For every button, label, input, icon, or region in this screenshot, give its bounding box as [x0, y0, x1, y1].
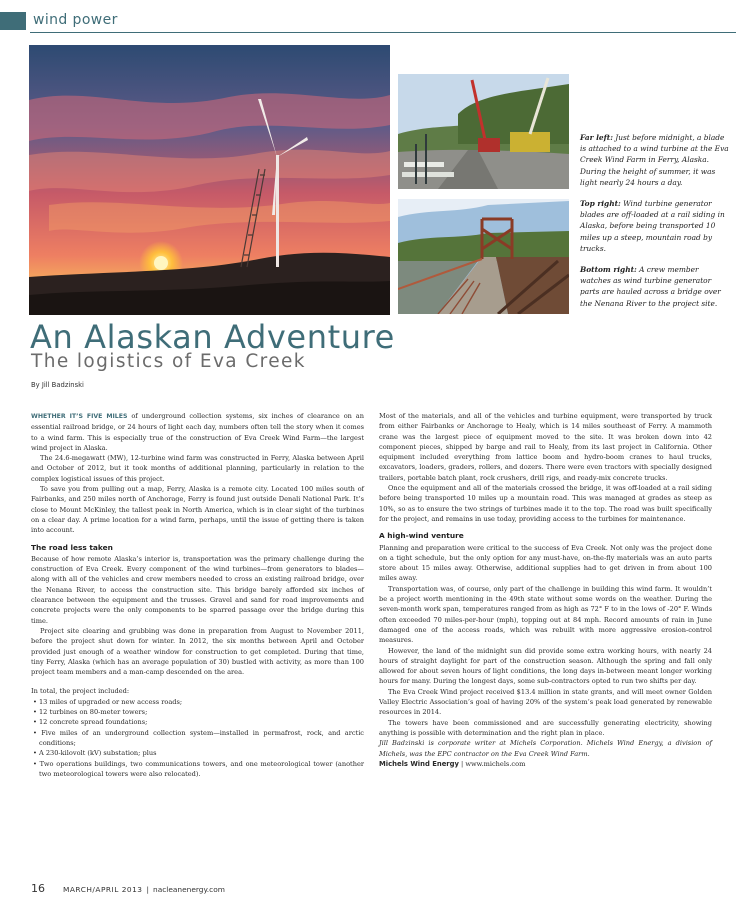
paragraph: Planning and preparation were critical to the success of Eva Creek. Not only was the project done on a tight schedule, but the only option for any must-have, on-the-fly materials was an auto parts store about 15 miles away. Otherwise, additional supplies had to get driven in from about 100 miles away. — [379, 543, 712, 583]
photo-sunset-turbine — [29, 45, 390, 315]
photo-nenana-bridge — [398, 199, 569, 314]
company-url-link[interactable]: www.michels.com — [465, 759, 526, 768]
article-byline: By Jill Badzinski — [31, 381, 84, 389]
list-item: • 12 concrete spread foundations; — [33, 718, 148, 727]
paragraph: Transportation was, of course, only part of the challenge in building this wind farm. It wouldn’t be a project worth mentioning in the 49th state without some words on the weather. During the seven-month work span, temperatures ranged from as high as 72° F to in the lows of -20° F. Winds often exceeded 70 miles-per-hour (mph), topping out at 84 mph. Record amounts of rain in June damaged one of the access roads, which was rebuilt with more aggressive erosion-control measures. — [379, 584, 712, 645]
paragraph: The towers have been commissioned and are successfully generating electricity, showing anything is possible with determination and the right plan in place. — [379, 718, 712, 737]
company-name: Michels Wind Energy — [379, 759, 459, 768]
article-column-left — [31, 411, 364, 779]
caption-label: Bottom right: — [580, 265, 637, 275]
issue-date: MARCH/APRIL 2013 — [63, 885, 143, 894]
caption-text: Just before midnight, a blade is attached to a wind turbine at the Eva Creek Wind Farm in Ferry, Alaska. During the height of summer, it was light nearly 24 hours a day. — [580, 133, 729, 187]
caption-top-right — [580, 198, 730, 254]
author-note: Jill Badzinski is corporate writer at Michels Corporation. Michels Wind Energy, a division of Michels, was the EPC contractor on the Eva Creek Wind Farm. — [379, 739, 712, 758]
section-color-block — [0, 12, 26, 30]
article-title: An Alaskan Adventure — [30, 318, 395, 356]
company-credit — [379, 759, 712, 769]
caption-label: Top right: — [580, 199, 621, 209]
paragraph: Most of the materials, and all of the vehicles and turbine equipment, were transported by truck from either Fairbanks or Anchorage to Healy, which is 14 miles southeast of Ferry. A mammoth crane was the largest piece of equipment moved to the site. It was broken down into 42 component pieces, shipped by barge and rail to Healy, from its last project in California. Other equipment included everything from lattice boom and hydro-boom cranes to haul trucks, excavators, loaders, graders, rollers, and dozers. There were even tractors with specially designed trailers, portable batch plant, rock crushers, drill rigs, and ready-mix concrete trucks. — [379, 412, 712, 482]
photo-captions — [580, 132, 730, 319]
footer-separator: | — [146, 885, 150, 894]
photo-rail-siding-cranes — [398, 74, 569, 189]
spacer — [31, 677, 364, 686]
article-subtitle: The logistics of Eva Creek — [31, 351, 306, 372]
lead-in: WHETHER IT’S FIVE MILES — [31, 413, 128, 420]
list-item: • A 230-kilovolt (kV) substation; plus — [33, 749, 157, 758]
company-separator: | — [458, 759, 466, 768]
paragraph: Once the equipment and all of the materials crossed the bridge, it was off-loaded at a rail siding before being transported 10 miles up a mountain road. This was managed at grades as steep as 10%, so as to ensure the two strings of turbines made it to the top. The road was built specifically for the project, and remains in use today, providing access to the turbines for maintenance. — [379, 484, 712, 523]
paragraph: Because of how remote Alaska’s interior is, transportation was the primary challenge during the construction of Eva Creek. Every component of the wind turbines—from generators to blades—along with all of the vehicles and crew members needed to cross an existing railroad bridge, over the Nenana River, to access the construction site. This bridge barely afforded six inches of clearance between the equipment and the trusses. Gravel and sand for road improvements and concrete projects were the only components to be sparred passage over the bridge during this time. — [31, 554, 364, 625]
paragraph-text: of underground collection systems, six inches of clearance on an essential railroad bridge, or 24 hours of light each day, numbers often tell the story when it comes to a wind farm. This is especially true of the construction of Eva Creek Wind Farm—the largest wind project in Alaska. — [31, 412, 364, 452]
section-label: wind power — [33, 12, 118, 28]
paragraph: Project site clearing and grubbing was done in preparation from August to November 2011, before the project shut down for winter. In 2012, the six months between April and October provided just enough of a weather window for construction to get completed. During that time, tiny Ferry, Alaska (which has an average population of 30) bustled with activity, as more than 100 project team members and a man-camp descended on the area. — [31, 626, 364, 677]
article-column-right — [379, 411, 712, 769]
list-item: • 12 turbines on 80-meter towers; — [33, 708, 148, 717]
page-number: 16 — [31, 882, 45, 895]
paragraph: However, the land of the midnight sun did provide some extra working hours, with nearly 24 hours of straight daylight for part of the construction season. Although the spring and fall only allowed for about seven hours of light conditions, the long days in-between meant longer working hours for many. During the longest days, some sub-contractors opted to run two shifts per day. — [379, 646, 712, 686]
paragraph: In total, the project included: — [31, 687, 130, 696]
section-rule — [30, 32, 736, 33]
paragraph: To save you from pulling out a map, Ferry, Alaska is a remote city. Located 100 miles south of Fairbanks, and 250 miles north of Anchorage, Ferry is found just outside Denali National Park. It’s close to Mount McKinley, the tallest peak in North America, which is in clear sight of the turbines on a clear day. A prime location for a wind farm, perhaps, until the issue of getting there is taken into account. — [31, 485, 364, 535]
list-item: • Two operations buildings, two communications towers, and one meteorological tower (another two meteorological towers were also relocated). — [33, 759, 364, 778]
section-heading: The road less taken — [31, 542, 113, 552]
caption-label: Far left: — [580, 133, 613, 142]
paragraph — [31, 411, 364, 453]
site-link[interactable]: nacleanenergy.com — [153, 885, 225, 894]
caption-text: Wind turbine generator blades are off-loaded at a rail siding in Alaska, before being transported 10 miles up a steep, mountain road by trucks. — [580, 199, 725, 253]
section-header — [0, 12, 736, 30]
list-item: • Five miles of an underground collection system—installed in permafrost, rock, and arctic conditions; — [33, 728, 364, 747]
paragraph: The 24.6-megawatt (MW), 12-turbine wind farm was constructed in Ferry, Alaska between April and October of 2012, but it took months of additional planning, particularly in relation to the complex logistical issues of this project. — [31, 454, 364, 483]
project-list — [31, 697, 364, 779]
list-item: • 13 miles of upgraded or new access roads; — [33, 697, 183, 706]
paragraph: The Eva Creek Wind project received $13.4 million in state grants, and will meet owner Golden Valley Electric Association’s goal of having 20% of the system’s peak load generated by renewable resources in 2014. — [379, 687, 712, 717]
section-heading: A high-wind venture — [379, 531, 464, 541]
caption-text: A crew member watches as wind turbine generator parts are hauled across a bridge over the Nenana River to the project site. — [580, 265, 721, 308]
caption-far-left — [580, 132, 730, 188]
page-footer — [31, 877, 225, 896]
caption-bottom-right — [580, 264, 730, 309]
